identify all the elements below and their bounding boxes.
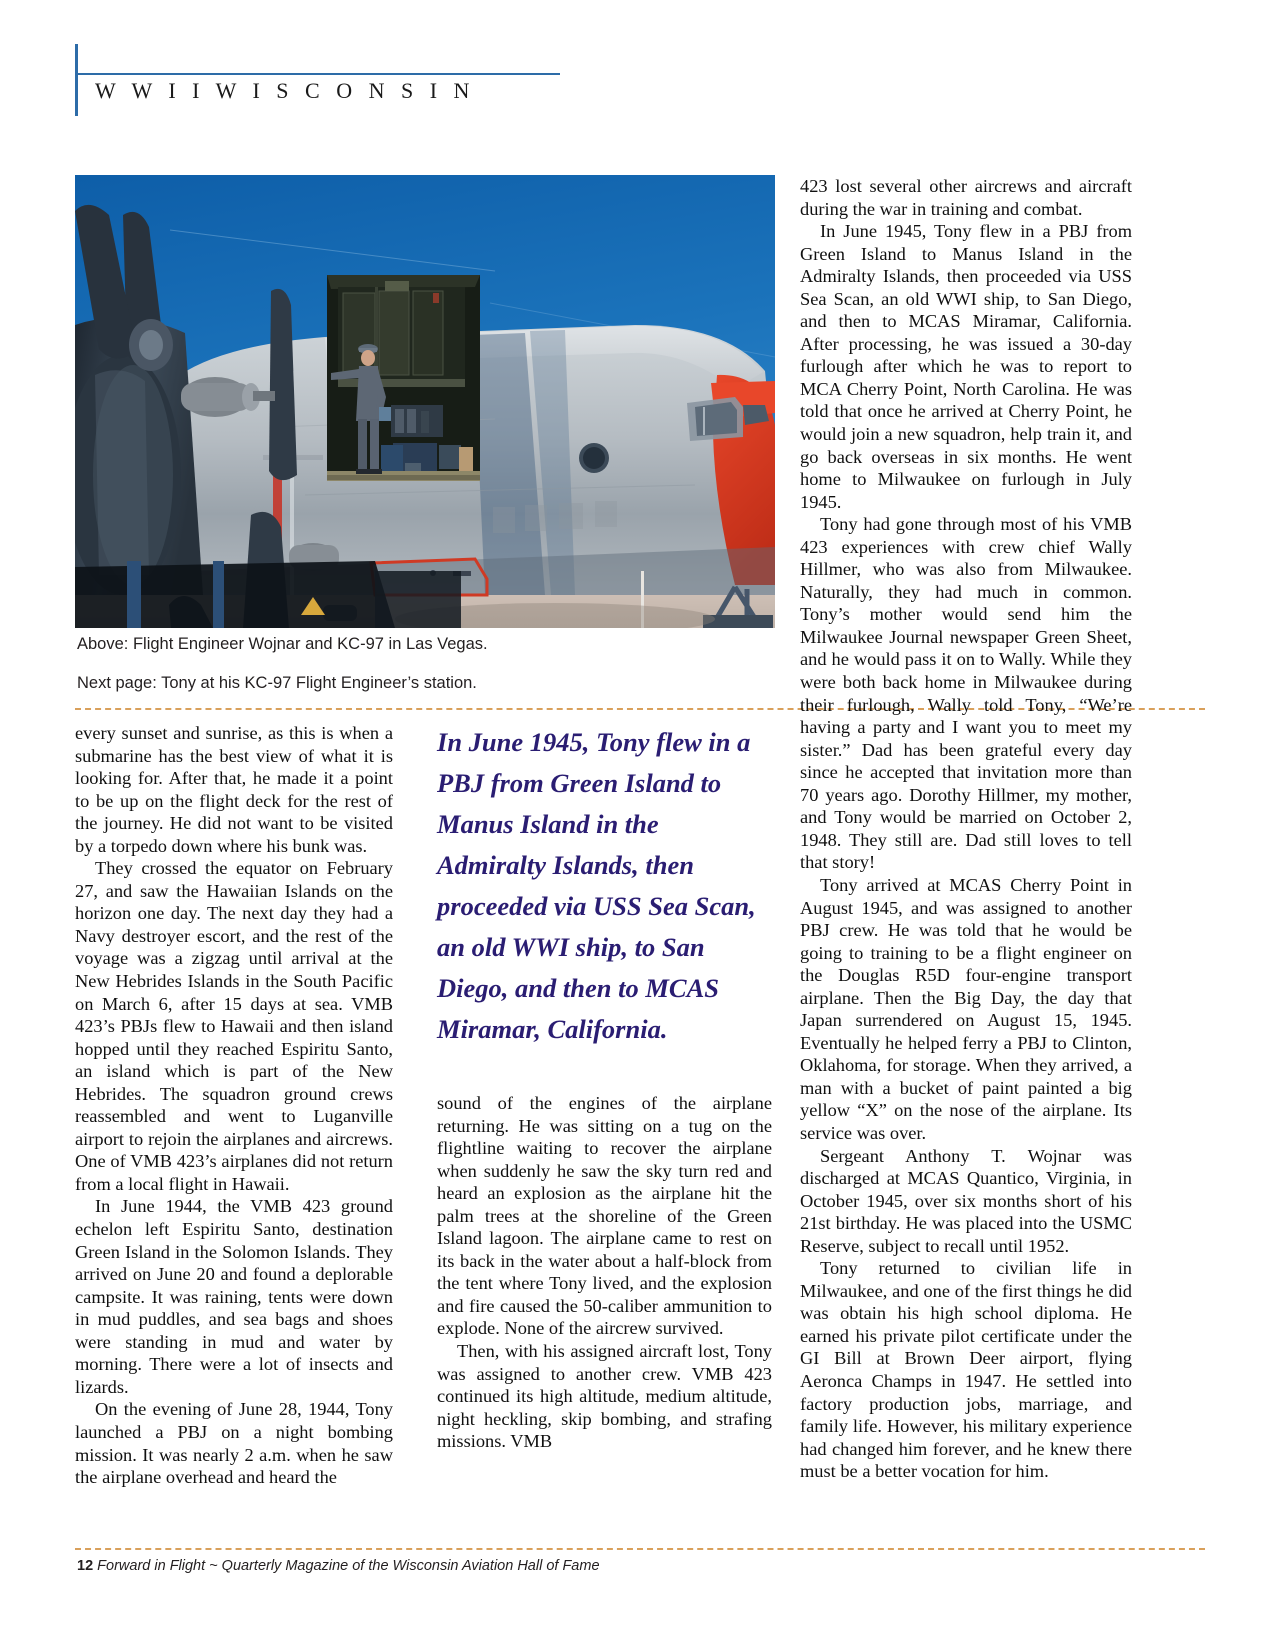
running-head: [75, 44, 1205, 124]
paragraph: 423 lost several other aircrews and aircraft during the war in training and combat.: [800, 176, 1132, 219]
pull-quote-container: [437, 722, 772, 1050]
photo-illustration: [75, 175, 775, 628]
paragraph: Sergeant Anthony T. Wojnar was discharged at MCAS Quantico, Virginia, in October 1945, over six months short of his 21st birthday. He was placed into the USMC Reserve, subject to recall until 1952.: [800, 1145, 1132, 1256]
paragraph: On the evening of June 28, 1944, Tony launched a PBJ on a night bombing mission. It was nearly 2 a.m. when he saw the airplane overhead and heard the: [75, 1399, 393, 1488]
paragraph: every sunset and sunrise, as this is when a submarine has the best view of what it is looking for. After that, he made it a point to be up on the flight deck for the rest of the journey. He did not want to be visited by a torpedo down where his bunk was.: [75, 723, 393, 856]
footer-publication-text: Forward in Flight ~ Quarterly Magazine of the Wisconsin Aviation Hall of Fame: [97, 1558, 600, 1574]
body-column-three: [800, 175, 1132, 1483]
kc-97-aircraft-photo: [75, 175, 775, 628]
paragraph: In June 1945, Tony flew in a PBJ from Green Island to Manus Island in the Admiralty Islands, then proceeded via USS Sea Scan, an old WWI ship, to San Diego, and then to MCAS Miramar, California. After processing, he was issued a 30-day furlough after which he was to report to MCA Cherry Point, North Carolina. He was told that once he arrived at Cherry Point, he would join a new squadron, help train it, and go back overseas in six months. He went home to Milwaukee on furlough in July 1945.: [800, 221, 1132, 512]
paragraph: In June 1944, the VMB 423 ground echelon left Espiritu Santo, destination Green Island in the Solomon Islands. They arrived on June 20 and found a deplorable campsite. It was raining, tents were down in mud puddles, and sea bags and shoes were standing in mud and water by morning. There were a lot of insects and lizards.: [75, 1196, 393, 1397]
running-head-rule: [75, 73, 560, 75]
footer-page-number: 12: [77, 1558, 94, 1574]
body-column-one: [75, 722, 393, 1489]
paragraph: sound of the engines of the airplane returning. He was sitting on a tug on the flightline waiting to recover the airplane when suddenly he saw the sky turn red and heard an explosion as the airplane hit the palm trees at the shoreline of the Green Island lagoon. The airplane came to rest on its back in the water about a half-block from the tent where Tony lived, and the explosion and fire caused the 50-caliber ammunition to explode. None of the aircrew survived.: [437, 1093, 772, 1339]
page-title: W W I I W I S C O N S I N: [95, 78, 475, 103]
pull-quote: In June 1945, Tony flew in a PBJ from Green Island to Manus Island in the Admiralty Islands, then proceeded via USS Sea Scan, an old WWI ship, to San Diego, and then to MCAS Miramar, California.: [437, 727, 756, 1044]
paragraph: Tony returned to civilian life in Milwaukee, and one of the first things he did was obtain his high school diploma. He earned his private pilot certificate under the GI Bill at Brown Deer airport, flying Aeronca Champs in 1947. He settled into factory production jobs, marriage, and family life. However, his military experience had changed him forever, and he knew there must be a better vocation for him.: [800, 1258, 1132, 1482]
divider-bottom: [75, 1548, 1205, 1550]
body-column-two: [437, 1092, 772, 1453]
paragraph: Tony arrived at MCAS Cherry Point in August 1945, and was assigned to another PBJ crew. He was told that he would be going to training to be a flight engineer on the Douglas R5D four-engine transport airplane. Then the Big Day, the day that Japan surrendered on August 15, 1945. Eventually he helped ferry a PBJ to Clinton, Oklahoma, for storage. When they arrived, a man with a bucket of paint painted a big yellow “X” on the nose of the airplane. Its service was over.: [800, 874, 1132, 1143]
page-footer: [77, 1558, 600, 1574]
paragraph: Then, with his assigned aircraft lost, Tony was assigned to another crew. VMB 423 continued its high altitude, medium altitude, night heckling, skip bombing, and strafing missions. VMB: [437, 1341, 772, 1452]
running-head-tick: [75, 44, 78, 116]
photo-caption-above: Above: Flight Engineer Wojnar and KC-97 in Las Vegas.: [77, 635, 488, 653]
photo-caption-next-page: Next page: Tony at his KC-97 Flight Engineer’s station.: [77, 674, 477, 692]
paragraph: They crossed the equator on February 27, and saw the Hawaiian Islands on the horizon one day. The next day they had a Navy destroyer escort, and the rest of the voyage was a zigzag until arrival at the New Hebrides Islands in the South Pacific on March 6, after 15 days at sea. VMB 423’s PBJs flew to Hawaii and then island hopped until they reached Espiritu Santo, an island which is part of the New Hebrides. The squadron ground crews reassembled and went to Luganville airport to rejoin the airplanes and aircrews. One of VMB 423’s airplanes did not return from a local flight in Hawaii.: [75, 858, 393, 1194]
paragraph: Tony had gone through most of his VMB 423 experiences with crew chief Wally Hillmer, who was also from Milwaukee. Naturally, they had much in common. Tony’s mother would send him the Milwaukee Journal newspaper Green Sheet, and he would pass it on to Wally. While they were both back home in Milwaukee during their furlough, Wally told Tony, “We’re having a party and I want you to meet my sister.” Dad has been grateful every day since he accepted that invitation more than 70 years ago. Dorothy Hillmer, my mother, and Tony would be married on October 2, 1948. They still are. Dad still loves to tell that story!: [800, 514, 1132, 873]
